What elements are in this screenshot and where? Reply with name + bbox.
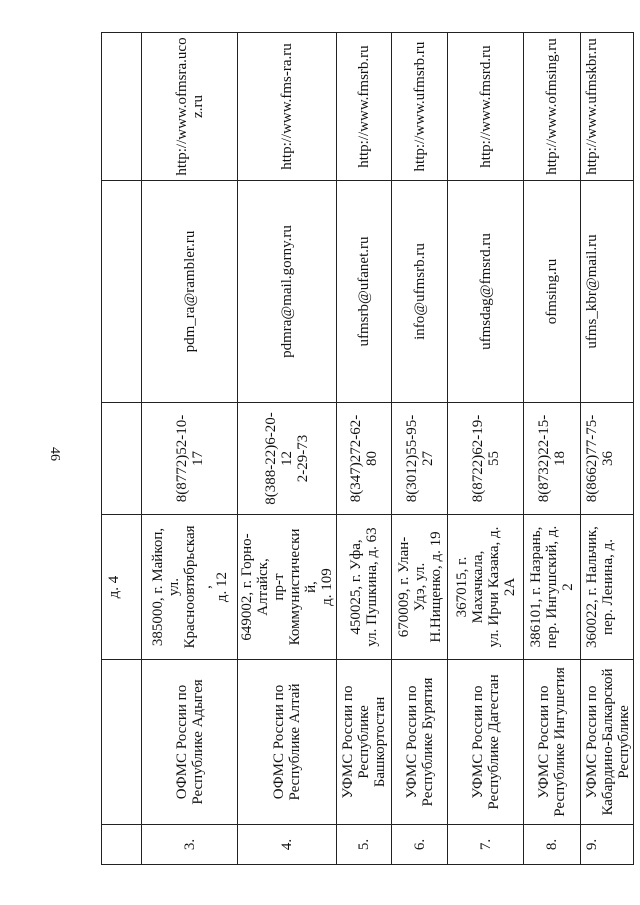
table-row: [524, 33, 581, 865]
office-name: УФМС России по Кабардино-Балкарской Республике: [581, 660, 634, 825]
row-number: 7.: [448, 825, 524, 865]
office-email: pdm_ra@rambler.ru: [142, 181, 238, 403]
office-name: ОФМС России по Республике Адыгея: [142, 660, 238, 825]
office-phone: 8(8732)22-15- 18: [524, 403, 581, 515]
row-number: 6.: [392, 825, 448, 865]
table-cell: [102, 33, 142, 181]
office-phone: 8(3012)55-95- 27: [392, 403, 448, 515]
table-cell: д. 4: [102, 515, 142, 660]
table-row: [142, 33, 238, 865]
table-cell: [102, 181, 142, 403]
office-address: 670009, г. Улан- Удэ, ул. Н.Нищенко, д. 19: [392, 515, 448, 660]
office-address: 360022, г. Нальчик, пер. Ленина, д.: [581, 515, 634, 660]
office-website: http://www.fmsrb.ru: [337, 33, 392, 181]
table-cell: [102, 403, 142, 515]
row-number: 4.: [238, 825, 337, 865]
table-row: [392, 33, 448, 865]
office-website: http://www.ofmsing.ru: [524, 33, 581, 181]
office-address: 450025, г. Уфа, ул. Пушкина, д. 63: [337, 515, 392, 660]
table-row: [581, 33, 634, 865]
table-cell: [102, 825, 142, 865]
office-email: ufms_kbr@mail.ru: [581, 181, 634, 403]
table-row: [238, 33, 337, 865]
office-phone: 8(388-22)6-20- 12 2-29-73: [238, 403, 337, 515]
office-email: ofmsing.ru: [524, 181, 581, 403]
office-name: УФМС России по Республике Ингушетия: [524, 660, 581, 825]
office-website: http://www.fms-ra.ru: [238, 33, 337, 181]
office-name: ОФМС России по Республике Алтай: [238, 660, 337, 825]
office-phone: 8(347)272-62- 80: [337, 403, 392, 515]
office-website: http://www.ufmskbr.ru: [581, 33, 634, 181]
office-email: ufmsrb@ufanet.ru: [337, 181, 392, 403]
office-website: http://www.ofmsra.uco z.ru: [142, 33, 238, 181]
table-row-continuation: [102, 33, 142, 865]
office-name: УФМС России по Республике Бурятия: [392, 660, 448, 825]
office-name: УФМС России по Республике Башкортостан: [337, 660, 392, 825]
office-website: http://www.fmsrd.ru: [448, 33, 524, 181]
table-row: [337, 33, 392, 865]
office-phone: 8(8772)52-10- 17: [142, 403, 238, 515]
row-number: 9.: [581, 825, 634, 865]
row-number: 5.: [337, 825, 392, 865]
page-number: 46: [47, 447, 62, 461]
office-website: http://www.ufmsrb.ru: [392, 33, 448, 181]
table-cell: [102, 660, 142, 825]
office-address: 367015, г. Махачкала, ул. Ирчи Казака, д. 2А: [448, 515, 524, 660]
office-email: ufmsdag@fmsrd.ru: [448, 181, 524, 403]
office-address: 649002, г. Горно- Алтайск, пр-т Коммунистически й, д. 109: [238, 515, 337, 660]
offices-table: [101, 32, 634, 865]
office-address: 386101, г. Назрань, пер. Ингушский, д. 2: [524, 515, 581, 660]
office-phone: 8(8662)77-75- 36: [581, 403, 634, 515]
office-email: info@ufmsrb.ru: [392, 181, 448, 403]
rotated-table-container: [101, 33, 632, 865]
office-email: pdmra@mail.gorny.ru: [238, 181, 337, 403]
office-address: 385000, г. Майкоп, ул. Красноовтябрьская , д. 12: [142, 515, 238, 660]
office-phone: 8(8722)62-19- 55: [448, 403, 524, 515]
table-row: [448, 33, 524, 865]
row-number: 3.: [142, 825, 238, 865]
row-number: 8.: [524, 825, 581, 865]
office-name: УФМС России по Республике Дагестан: [448, 660, 524, 825]
